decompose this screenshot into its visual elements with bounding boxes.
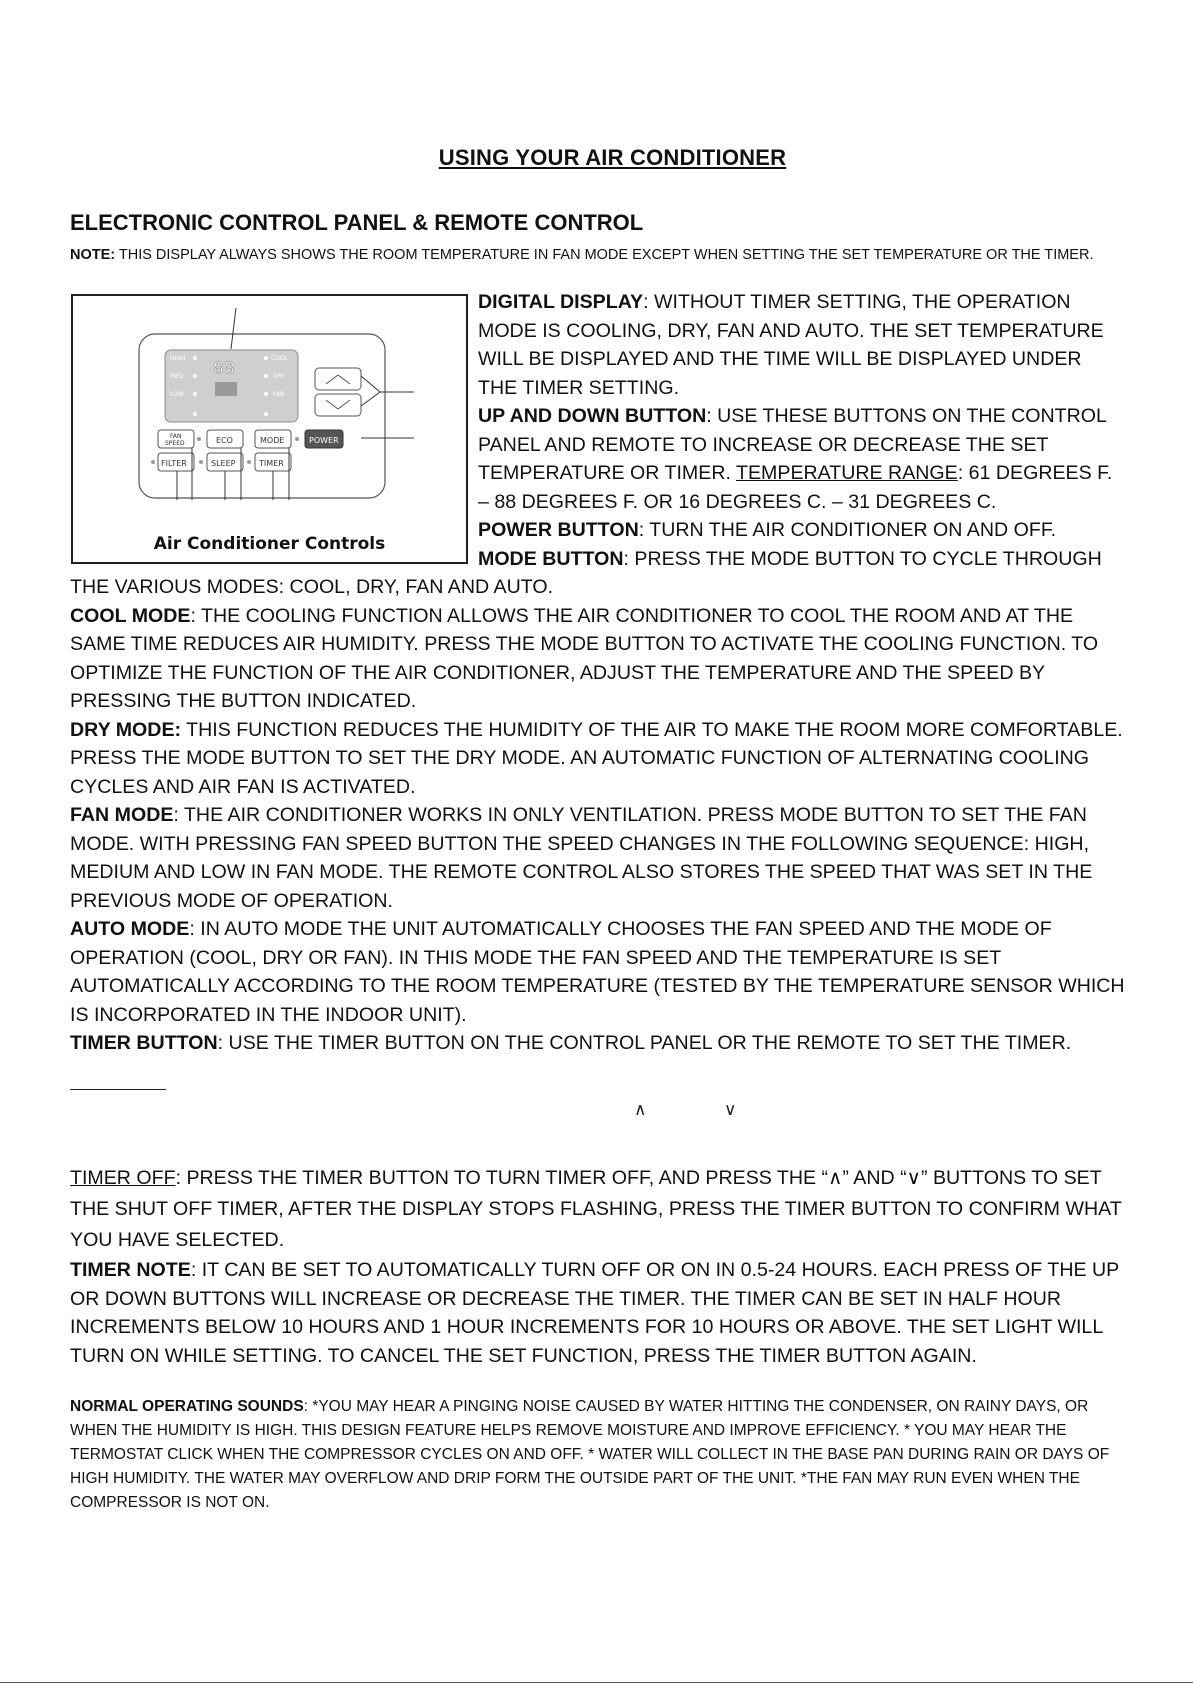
mode-label: MODE [260,436,285,445]
digital-display-text: : WITHOUT TIMER SETTING, THE OPERATION MODE IS COOLING, DRY, FAN AND AUTO. THE SET TEMPERATURE WILL BE DISPLAYED AND THE TIME WILL BE DISPLAYED UNDER THE TIMER SETTING. [478,291,1104,399]
mode-button-label: MODE BUTTON [478,547,624,570]
note-label: NOTE: [70,247,116,263]
temperature-range-text: : 61 DEGREES F. – 88 DEGREES F. OR 16 DEGREES C. – 31 DEGREES C. [478,462,1113,513]
cool-mode-text: : THE COOLING FUNCTION ALLOWS THE AIR CONDITIONER TO COOL THE ROOM AND AT THE SAME TIME REDUCES AIR HUMIDITY. PRESS THE MODE BUTTON TO ACTIVATE THE COOLING FUNCTION. TO OPTIMIZE THE FUNCTION OF THE AIR CONDITIONER, ADJUST THE TEMPERATURE AND THE SPEED BY PRESSING THE BUTTON INDICATED. [70,604,1099,712]
fan-speed-line2: SPEED [165,440,185,447]
page-bottom-rule [0,1682,1193,1683]
digital-display-label: DIGITAL DISPLAY [478,291,644,313]
dry-mode-paragraph [70,716,1130,802]
timer-off-text: : PRESS THE TIMER BUTTON TO TURN TIMER OFF, AND PRESS THE “∧” AND “∨” BUTTONS TO SET THE SHUT OFF TIMER, AFTER THE DISPLAY STOPS FLASHING, PRESS THE TIMER BUTTON TO CONFIRM WHAT YOU HAVE SELECTED. [70,1167,1122,1251]
timer-button-text: : USE THE TIMER BUTTON ON THE CONTROL PANEL OR THE REMOTE TO SET THE TIMER. [217,1032,1072,1054]
timer-button-label: TIMER BUTTON [70,1032,218,1054]
indicator-fan: FAN [273,391,285,398]
up-button [315,368,361,390]
arrow-down-glyph: ∨ [724,1100,737,1119]
callout-display [231,308,236,349]
control-panel-diagram [73,296,466,526]
cool-mode-label: COOL MODE [70,604,191,627]
page-title: USING YOUR AIR CONDITIONER [438,145,787,170]
section-heading: ELECTRONIC CONTROL PANEL & REMOTE CONTROL [70,210,644,235]
timer-button-paragraph [70,1029,1130,1058]
normal-sounds-paragraph [70,1395,1130,1515]
short-rule [70,1089,166,1090]
timer-label: TIMER [259,459,284,468]
up-down-label: UP AND DOWN BUTTON [478,405,707,427]
sleep-label: SLEEP [211,459,236,468]
timer-off-label: TIMER OFF [70,1167,176,1189]
indicator-low: LOW [170,391,184,398]
indicator-dry: DRY [273,373,286,380]
control-panel-figure [71,294,468,564]
up-down-text: : USE THESE BUTTONS ON THE CONTROL PANEL AND REMOTE TO INCREASE OR DECREASE THE SET TEMPERATURE OR TIMER. [478,405,1107,484]
dry-mode-label: DRY MODE: [70,718,182,741]
timer-note-paragraph [70,1256,1130,1370]
indicator-med: MED [170,373,184,380]
up-down-paragraph [478,402,1118,516]
digital-display-paragraph [478,288,1118,402]
timer-note-label: TIMER NOTE [70,1259,191,1281]
mode-button-text: : PRESS THE MODE BUTTON TO CYCLE THROUGH [623,547,1102,570]
dry-mode-text: THIS FUNCTION REDUCES THE HUMIDITY OF THE AIR TO MAKE THE ROOM MORE COMFORTABLE. PRESS THE MODE BUTTON TO SET THE DRY MODE. AN AUTOMATIC FUNCTION OF ALTERNATING COOLING CYCLES AND AIR FAN IS ACTIVATED. [70,718,1123,798]
fan-mode-label: FAN MODE [70,804,174,826]
normal-sounds-label: NORMAL OPERATING SOUNDS [70,1398,304,1415]
cool-mode-paragraph [70,602,1130,716]
modes-section [70,573,1130,1058]
power-button-label: POWER BUTTON [478,519,639,541]
fan-mode-text: : THE AIR CONDITIONER WORKS IN ONLY VENTILATION. PRESS MODE BUTTON TO SET THE FAN MODE. WITH PRESSING FAN SPEED BUTTON THE SPEED CHANGES IN THE FOLLOWING SEQUENCE: HIGH, MEDIUM AND LOW IN FAN MODE. THE REMOTE CONTROL ALSO STORES THE SPEED THAT WAS SET IN THE PREVIOUS MODE OF OPERATION. [70,804,1093,912]
auto-mode-text: : IN AUTO MODE THE UNIT AUTOMATICALLY CHOOSES THE FAN SPEED AND THE MODE OF OPERATION (COOL, DRY OR FAN). IN THIS MODE THE FAN SPEED AND THE TEMPERATURE IS SET AUTOMATICALLY ACCORDING TO THE ROOM TEMPERATURE (TESTED BY THE TEMPERATURE SENSOR WHICH IS INCORPORATED IN THE INDOOR UNIT). [70,918,1125,1026]
power-button-text: : TURN THE AIR CONDITIONER ON AND OFF. [638,519,1057,541]
mode-button-paragraph [478,545,1118,574]
arrow-up-glyph: ∧ [634,1100,647,1119]
timer-note-text: : IT CAN BE SET TO AUTOMATICALLY TURN OFF OR ON IN 0.5-24 HOURS. EACH PRESS OF THE UP OR DOWN BUTTONS WILL INCREASE OR DECREASE THE TIMER. THE TIMER CAN BE SET IN HALF HOUR INCREMENTS BELOW 10 HOURS AND 1 HOUR INCREMENTS FOR 10 HOURS OR ABOVE. THE SET LIGHT WILL TURN ON WHILE SETTING. TO CANCEL THE SET FUNCTION, PRESS THE TIMER BUTTON AGAIN. [70,1259,1119,1367]
indicator-cool: COOL [271,355,288,362]
fan-mode-paragraph [70,801,1130,915]
display-digits: 88 [213,359,235,379]
power-button-paragraph [478,516,1118,545]
mode-continuation: THE VARIOUS MODES: COOL, DRY, FAN AND AUTO. [70,576,554,598]
timer-off-paragraph [70,1163,1130,1256]
fan-speed-line1: FAN [170,433,182,440]
note-text: THIS DISPLAY ALWAYS SHOWS THE ROOM TEMPERATURE IN FAN MODE EXCEPT WHEN SETTING THE SET TEMPERATURE OR THE TIMER. [115,247,1094,263]
normal-sounds-text: : *YOU MAY HEAR A PINGING NOISE CAUSED BY WATER HITTING THE CONDENSER, ON RAINY DAYS, OR WHEN THE HUMIDITY IS HIGH. THIS DESIGN FEATURE HELPS REMOVE MOISTURE AND IMPROVE EFFICIENCY. * YOU MAY HEAR THE TERMOSTAT CLICK WHEN THE COMPRESSOR CYCLES ON AND OFF. * WATER WILL COLLECT IN THE BASE PAN DURING RAIN OR DAYS OF HIGH HUMIDITY. THE WATER MAY OVERFLOW AND DRIP FORM THE OUTSIDE PART OF THE UNIT. *THE FAN MAY RUN EVEN WHEN THE COMPRESSOR IS NOT ON. [70,1398,1110,1511]
display-note [70,244,1120,267]
down-button [315,394,361,416]
right-column [478,288,1118,573]
filter-label: FILTER [161,459,187,468]
eco-label: ECO [216,436,233,445]
callout-updown-bracket [361,376,380,406]
timer-section [70,1163,1130,1370]
figure-caption: Air Conditioner Controls [153,534,386,554]
power-label: POWER [309,436,339,445]
display-dot-matrix [215,382,237,396]
indicator-high: HIGH [170,355,186,362]
temperature-range-label: TEMPERATURE RANGE [736,462,958,484]
auto-mode-label: AUTO MODE [70,918,190,940]
auto-mode-paragraph [70,915,1130,1029]
